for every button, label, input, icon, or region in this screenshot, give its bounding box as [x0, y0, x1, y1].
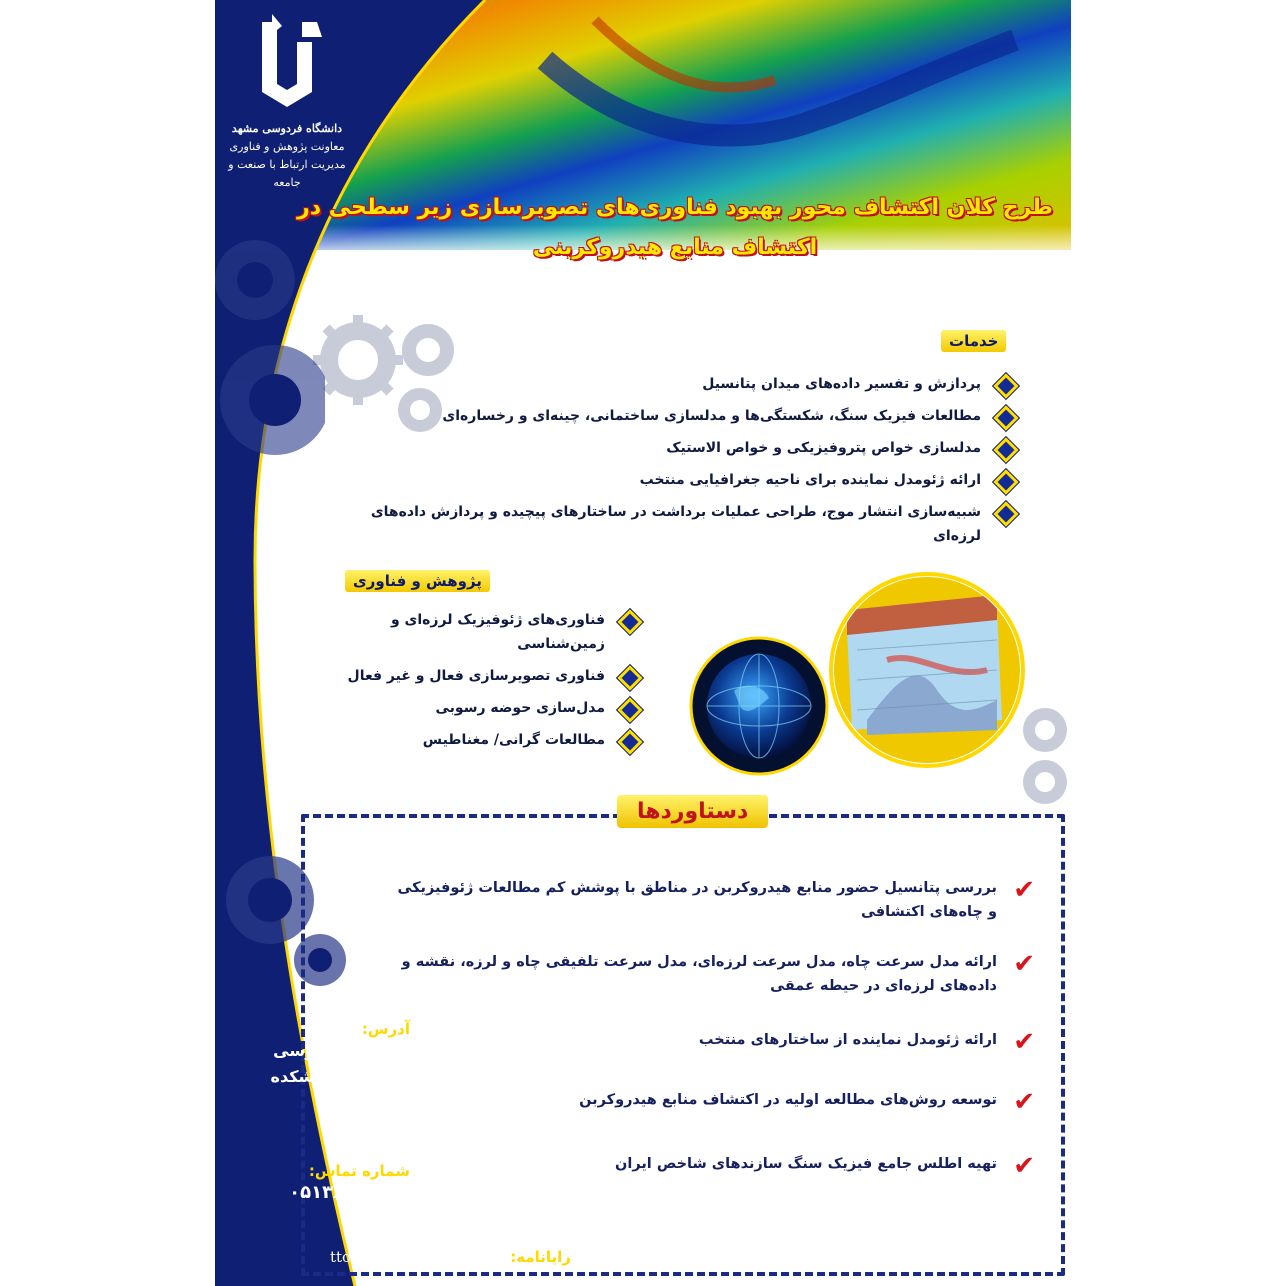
university-emblem-icon [242, 12, 332, 112]
check-icon: ✔ [1013, 875, 1035, 905]
achievement-item: ✔ بررسی پتانسیل حضور منابع هیدروکربن در مناطق با پوشش کم مطالعات ژئوفیزیکی و چاه‌های اکتشافی [397, 875, 1035, 920]
check-icon: ✔ [1013, 1151, 1035, 1181]
check-icon: ✔ [1013, 949, 1035, 979]
services-list [319, 372, 1019, 556]
poster [215, 0, 1071, 1286]
email-label: رایانامه: [510, 1248, 571, 1266]
bullet-diamond-icon [617, 697, 642, 722]
services-heading: خدمات [941, 330, 1006, 352]
list-item: فناوری‌های ژئوفیزیک لرزه‌ای و زمین‌شناسی [313, 608, 643, 656]
email-row [330, 1244, 571, 1270]
research-heading: پژوهش و فناوری [345, 570, 490, 592]
address-block [235, 1020, 410, 1116]
check-icon: ✔ [1013, 1087, 1035, 1117]
address-label: آدرس: [361, 1020, 410, 1038]
seismic-model-image [827, 570, 1027, 770]
list-item: ارائه ژئومدل نماینده برای ناحیه جغرافیایی منتخب [319, 468, 1019, 492]
bullet-diamond-icon [993, 501, 1018, 526]
address-line: دانشگاه فردوسی [273, 1041, 410, 1060]
phone-number[interactable]: ۰۵۱۳۸۸۰۴۳۹۶ [289, 1182, 410, 1203]
title-line-2: اکتشاف منابع هیدروکربنی [532, 235, 818, 260]
research-list [313, 608, 643, 760]
list-item: پردازش و تفسیر داده‌های میدان پتانسیل [319, 372, 1019, 396]
list-item: شبیه‌سازی انتشار موج، طراحی عملیات برداشت در ساختارهای پیچیده و پردازش داده‌های لرزه‌ای [319, 500, 1019, 548]
list-item: مطالعات گرانی/ مغناطیس [313, 728, 643, 752]
check-icon: ✔ [1013, 1027, 1035, 1057]
address-line: مشهد- پژوهشکده [270, 1067, 410, 1086]
list-item: مطالعات فیزیک سنگ، شکستگی‌ها و مدلسازی ساختمانی، چینه‌ای و رخساره‌ای [319, 404, 1019, 428]
bullet-diamond-icon [617, 729, 642, 754]
bullet-diamond-icon [993, 437, 1018, 462]
title-line-1: طرح کلان اکتشاف محور بهبود فناوری‌های تصویرسازی زیر سطحی در [297, 195, 1053, 220]
phone-label: شماره تماس: [308, 1162, 410, 1180]
phone-block [235, 1162, 410, 1206]
address-line: نفت و گاز [329, 1093, 410, 1112]
achievements-heading: دستاوردها [617, 795, 768, 828]
achievement-item: ✔ ارائه ژئومدل نماینده از ساختارهای منتخب [698, 1027, 1035, 1057]
bullet-diamond-icon [617, 609, 642, 634]
list-item: مدلسازی خواص پتروفیزیکی و خواص الاستیک [319, 436, 1019, 460]
achievement-item: ✔ توسعه روش‌های مطالعه اولیه در اکتشاف منابع هیدروکربن [579, 1087, 1035, 1117]
bullet-diamond-icon [993, 469, 1018, 494]
poster-title [295, 188, 1055, 268]
email-address[interactable]: tto@ferdowsi.um.ac.ir [330, 1248, 500, 1266]
bullet-diamond-icon [993, 405, 1018, 430]
list-item: مدل‌سازی حوضه رسوبی [313, 696, 643, 720]
office-name: مدیریت ارتباط با صنعت و جامعه [228, 158, 346, 189]
university-logo [227, 12, 347, 192]
achievement-item: ✔ تهیه اطلس جامع فیزیک سنگ سازندهای شاخص ایران [614, 1151, 1035, 1181]
list-item: فناوری تصویرسازی فعال و غیر فعال [313, 664, 643, 688]
vice-presidency-name: معاونت پژوهش و فناوری [229, 140, 345, 153]
bullet-diamond-icon [993, 373, 1018, 398]
achievement-item: ✔ ارائه مدل سرعت چاه، مدل سرعت لرزه‌ای، مدل سرعت تلفیقی چاه و لرزه، نقشه و داده‌های لرزه‌ای در حیطه عمقی [401, 949, 1035, 994]
university-name: دانشگاه فردوسی مشهد [231, 122, 343, 135]
bullet-diamond-icon [617, 665, 642, 690]
globe-image [689, 636, 829, 776]
